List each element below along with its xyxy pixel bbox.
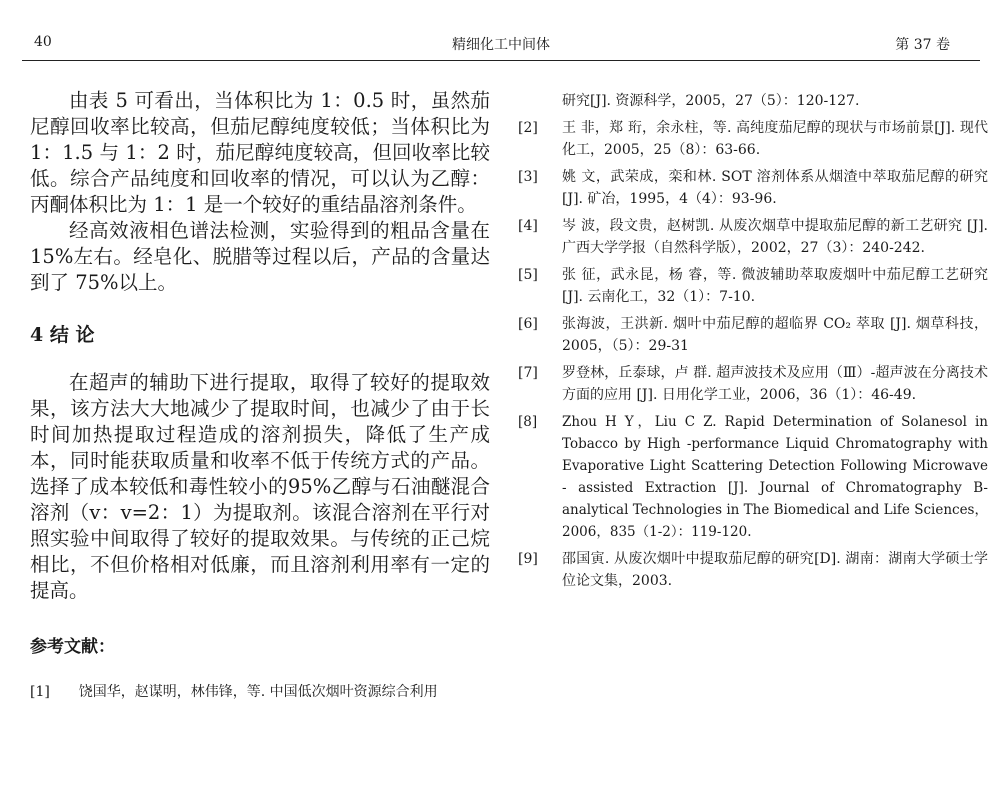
reference-number: [8] (518, 414, 538, 430)
section-title: 4 结 论 (30, 324, 95, 346)
body-paragraph: 由表 5 可看出，当体积比为 1：0.5 时，虽然茄尼醇回收率比较高，但茄尼醇纯度较低；当体积比为1：1.5 与 1：2 时，茄尼醇纯度较高，但回收率比较低。综合产品纯度和回收率的情况，可以认为乙醇：丙酮体积比为 1：1 是一个较好的重结晶溶剂条件。 (30, 89, 490, 216)
reference-text: 岑 波，段文贵，赵树凯. 从废次烟草中提取茄尼醇的新工艺研究 [J]. 广西大学学报（自然科学版），2002，27（3）：240-242. (562, 218, 988, 256)
reference-number: [9] (518, 551, 538, 567)
reference-item (518, 215, 988, 259)
reference-text: 饶国华，赵谋明，林伟锋，等. 中国低次烟叶资源综合利用 (78, 684, 438, 700)
reference-number: [5] (518, 267, 538, 283)
references-heading: 参考文献： (30, 637, 115, 657)
reference-continuation (518, 90, 988, 112)
left-column (30, 88, 490, 703)
volume-label: 第 37 卷 (895, 37, 950, 53)
page-number: 40 (34, 34, 52, 50)
reference-number: [7] (518, 365, 538, 381)
reference-text: 邵国寅. 从废次烟叶中提取茄尼醇的研究[D]. 湖南：湖南大学硕士学位论文集，2003. (562, 551, 988, 589)
reference-text: 王 非，郑 珩，余永柱，等. 高纯度茄尼醇的现状与市场前景[J]. 现代化工，2005，25（8）：63-66. (562, 120, 988, 158)
reference-text: 姚 文，武荣成，栾和林. SOT 溶剂体系从烟渣中萃取茄尼醇的研究[J]. 矿冶，1995，4（4）：93-96. (562, 169, 988, 207)
reference-text: 张 征，武永昆，杨 睿，等. 微波辅助萃取废烟叶中茄尼醇工艺研究[J]. 云南化工，32（1）：7-10. (562, 267, 988, 305)
reference-item (518, 362, 988, 406)
journal-title: 精细化工中间体 (452, 37, 550, 53)
reference-text: Zhou H Y，Liu C Z. Rapid Determination of Solanesol in Tobacco by High -performance Liquid Chromatography with Evaporative Light Scattering Detection Following Microwave - assisted Extraction [J]. Journal of Chromatography B-analytical Technologies in The Biomedical and Life Sciences，2006，835（1-2）：119-120. (562, 414, 988, 540)
reference-number: [1] (30, 684, 50, 700)
header-rule (22, 60, 980, 61)
reference-text: 张海波，王洪新. 烟叶中茄尼醇的超临界 CO₂ 萃取 [J]. 烟草科技，2005，（5）：29-31 (562, 316, 988, 354)
reference-number: [4] (518, 218, 538, 234)
reference-item (518, 117, 988, 161)
reference-item (518, 166, 988, 210)
body-paragraph: 经高效液相色谱法检测，实验得到的粗品含量在15%左右。经皂化、脱腊等过程以后，产品的含量达到了 75%以上。 (30, 219, 490, 294)
running-header (22, 34, 980, 56)
reference-number: [6] (518, 316, 538, 332)
reference-number: [3] (518, 169, 538, 185)
reference-item (518, 313, 988, 357)
reference-text: 罗登林，丘泰球，卢 群. 超声波技术及应用（Ⅲ）-超声波在分离技术方面的应用 [J]. 日用化学工业，2006，36（1）：46-49. (562, 365, 988, 403)
reference-text: 研究[J]. 资源科学，2005，27（5）：120-127. (562, 93, 860, 109)
conclusion-paragraph: 在超声的辅助下进行提取，取得了较好的提取效果，该方法大大地减少了提取时间，也减少了由于长时间加热提取过程造成的溶剂损失，降低了生产成本，同时能获取质量和收率不低于传统方式的产品。选择了成本较低和毒性较小的95%乙醇与石油醚混合溶剂（v：v=2：1）为提取剂。该混合溶剂在平行对照实验中间取得了较好的提取效果。与传统的正己烷相比，不但价格相对低廉，而且溶剂利用率有一定的提高。 (30, 371, 490, 602)
right-column (518, 90, 988, 597)
reference-item (518, 264, 988, 308)
reference-item (518, 411, 988, 543)
reference-item (518, 548, 988, 592)
reference-item (30, 681, 490, 703)
reference-number: [2] (518, 120, 538, 136)
